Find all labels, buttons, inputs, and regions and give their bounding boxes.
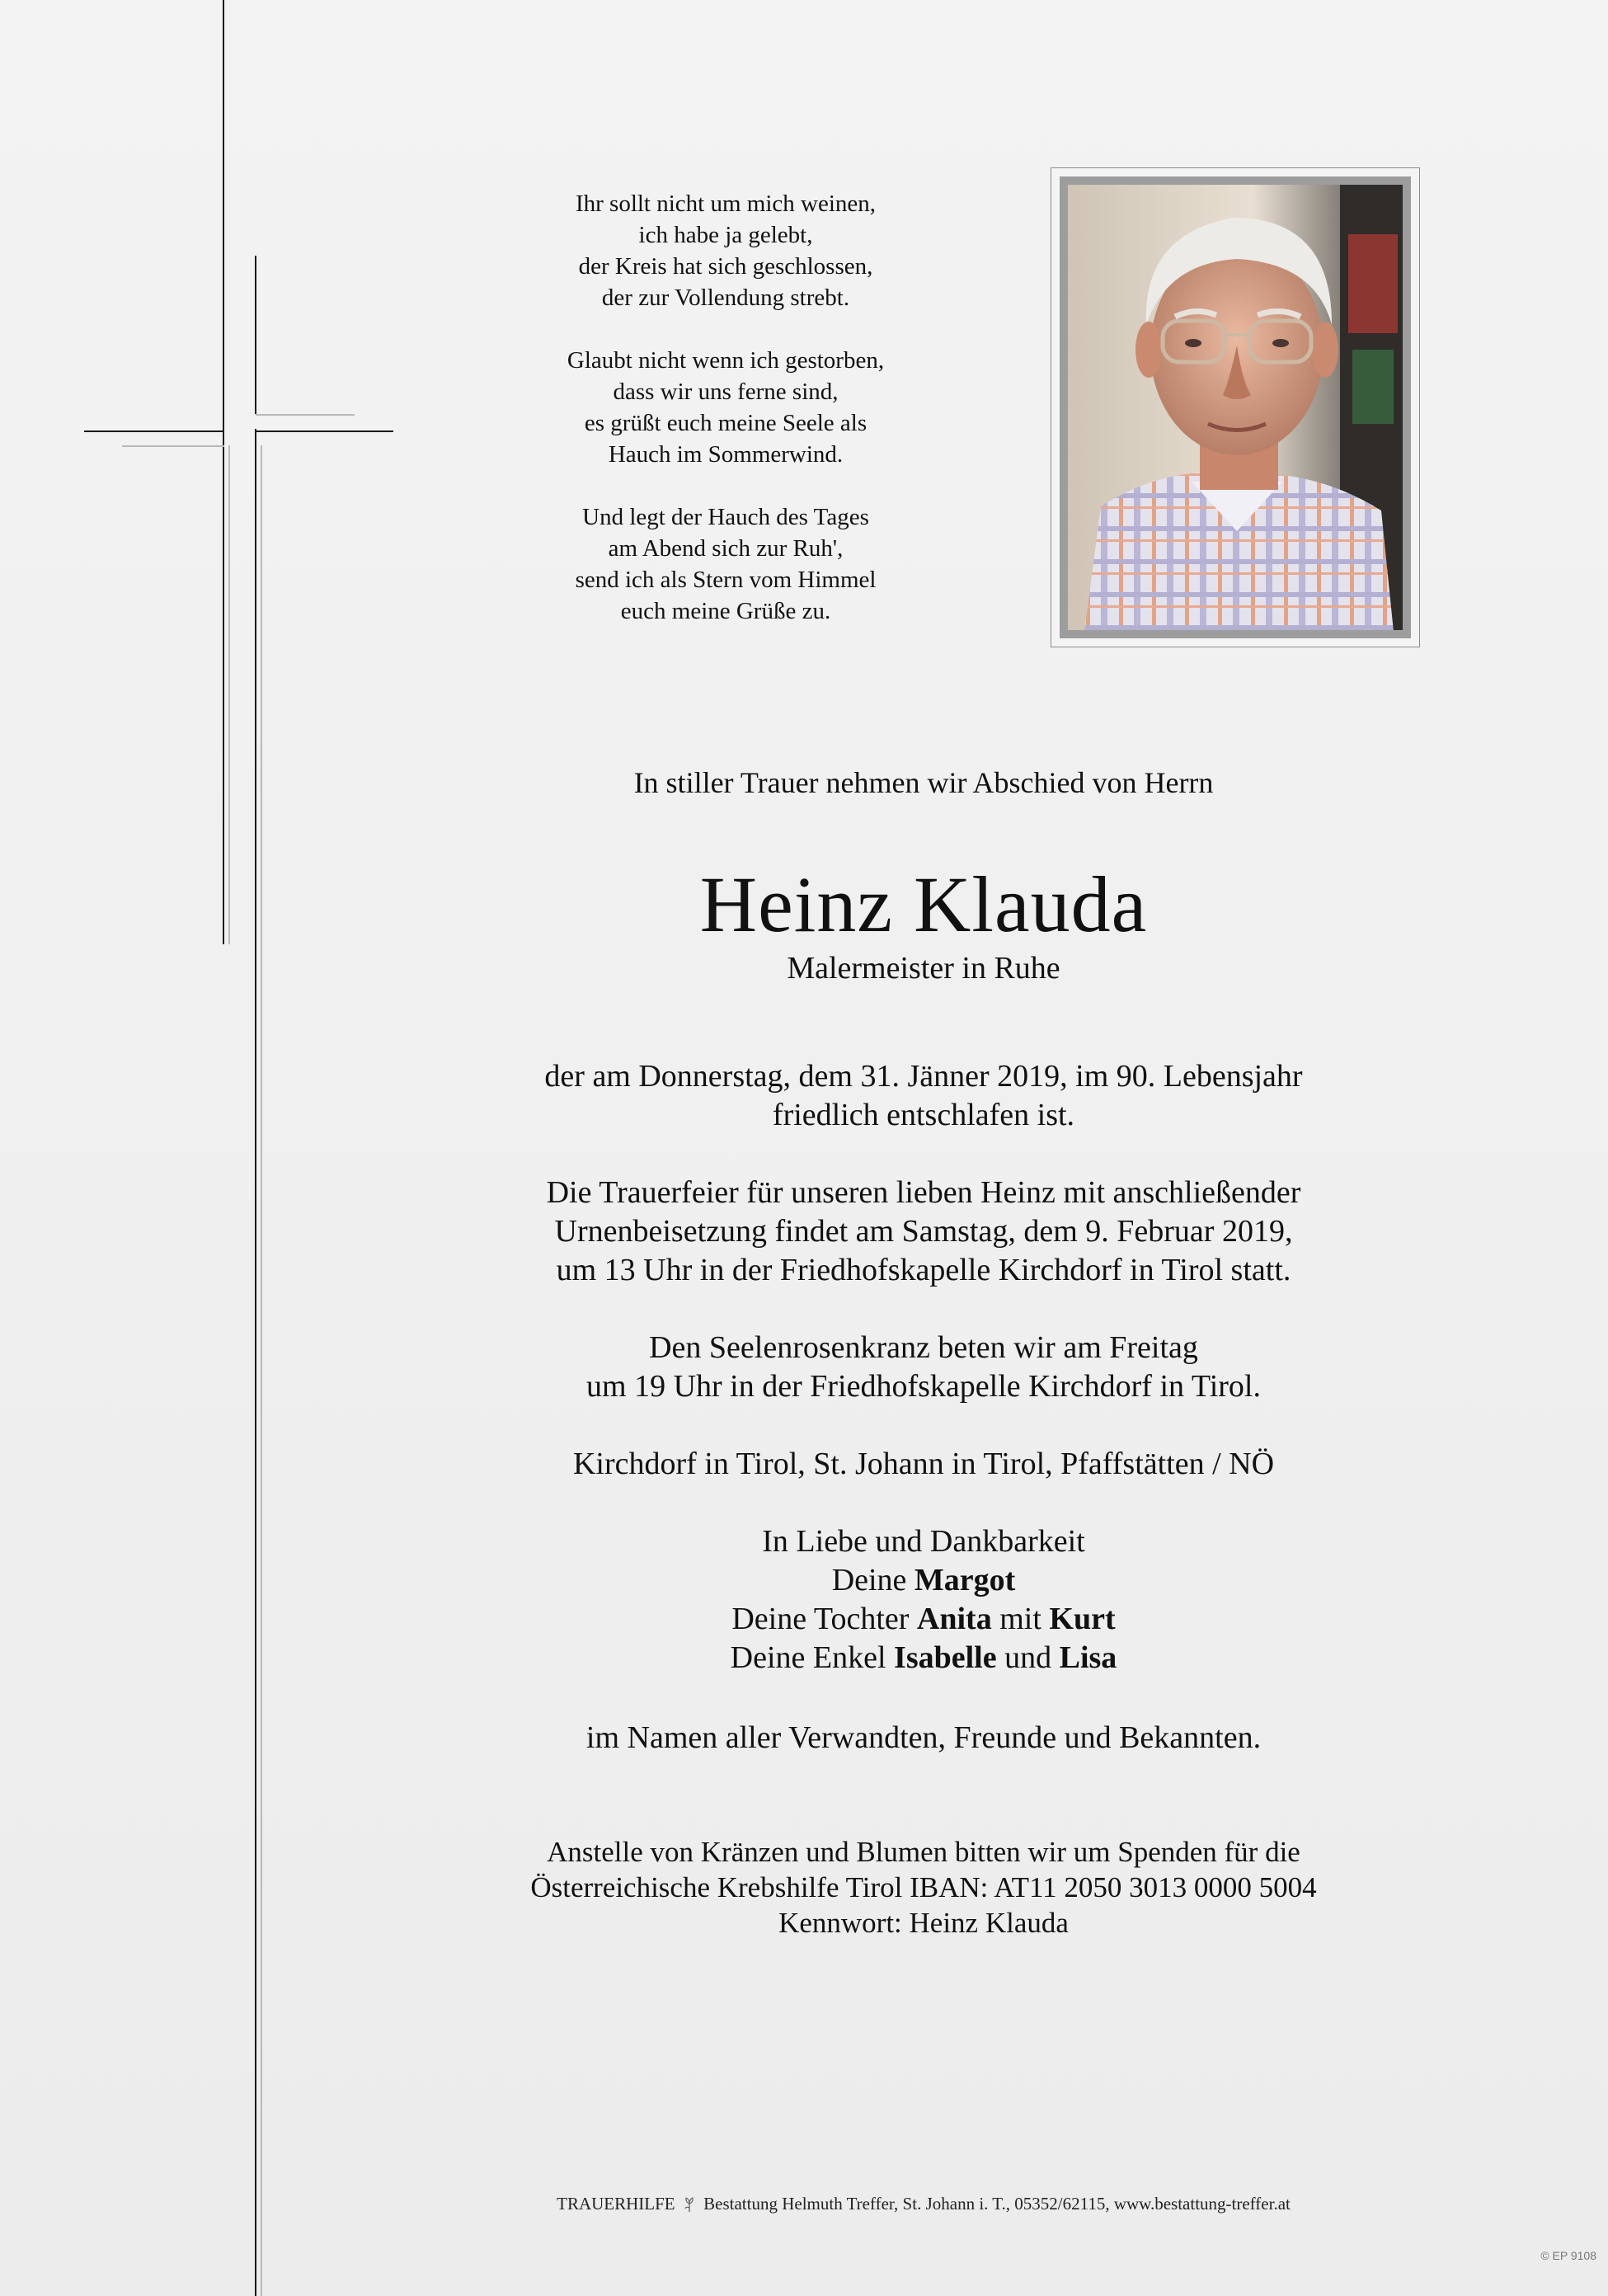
poem-line: es grüßt euch meine Seele als: [584, 410, 867, 436]
cross-vertical-upper-right: [255, 256, 256, 414]
donation-line: Anstelle von Kränzen und Blumen bitten wir um Spenden für die: [547, 1836, 1300, 1868]
paragraph-rosary: [355, 1329, 1493, 1406]
cross-arm-upper-right: [256, 414, 355, 416]
family-prefix: Deine Enkel: [730, 1640, 895, 1675]
cross-vertical-right: [255, 429, 256, 2296]
cross-arm-right: [255, 430, 393, 432]
family-name: Isabelle: [894, 1640, 997, 1675]
text-line: Die Trauerfeier für unseren lieben Heinz mit anschließender: [546, 1175, 1301, 1210]
poem-line: send ich als Stern vom Himmel: [575, 567, 877, 593]
donation-line: Kennwort: Heinz Klauda: [778, 1907, 1069, 1939]
poem-line: Glaubt nicht wenn ich gestorben,: [567, 347, 885, 374]
paragraph-places: [355, 1445, 1493, 1484]
family-name: Margot: [914, 1563, 1016, 1597]
deceased-name: Heinz Klauda: [699, 860, 1148, 948]
footer-text: Bestattung Helmuth Treffer, St. Johann i. T., 05352/62115, www.bestattung-treffer.at: [703, 2194, 1291, 2214]
cross-arm-left: [84, 430, 224, 432]
poem: [462, 188, 990, 627]
flower-logo-icon: [683, 2196, 696, 2213]
donation-line: Österreichische Krebshilfe Tirol IBAN: AT11 2050 3013 0000 5004: [530, 1871, 1317, 1903]
paragraph-funeral: [355, 1174, 1493, 1290]
footer: [355, 2194, 1493, 2214]
footer-brand: TRAUERHILFE: [557, 2194, 675, 2214]
family-line: [355, 1561, 1493, 1600]
portrait-mat: [1060, 176, 1411, 638]
text-line: der am Donnerstag, dem 31. Jänner 2019, im 90. Lebensjahr: [544, 1059, 1303, 1094]
cross-vertical-right-shadow: [261, 445, 262, 2296]
obituary-body: [355, 1057, 1493, 1677]
poem-line: euch meine Grüße zu.: [620, 598, 831, 624]
text-line: friedlich entschlafen ist.: [772, 1098, 1075, 1132]
family-name: Anita: [916, 1602, 992, 1636]
family-line: [355, 1639, 1493, 1677]
deceased-title: Malermeister in Ruhe: [787, 951, 1060, 986]
text-line: In Liebe und Dankbarkeit: [762, 1524, 1085, 1559]
family-prefix: Deine: [831, 1563, 914, 1597]
closing-text: im Namen aller Verwandten, Freunde und Bekannten.: [585, 1720, 1262, 1755]
text-line: Den Seelenrosenkranz beten wir am Freitag: [649, 1330, 1198, 1365]
text-line: Kirchdorf in Tirol, St. Johann in Tirol, Pfaffstätten / NÖ: [572, 1447, 1275, 1481]
cross-vertical-left: [223, 0, 224, 944]
text-line: um 13 Uhr in der Friedhofskapelle Kirchdorf in Tirol statt.: [556, 1253, 1291, 1287]
family-connector: und: [996, 1640, 1060, 1675]
poem-line: am Abend sich zur Ruh',: [608, 535, 844, 562]
poem-stanza: [462, 501, 990, 627]
portrait-photo: [1068, 185, 1403, 630]
portrait-illustration: [1068, 185, 1403, 630]
poem-line: dass wir uns ferne sind,: [613, 379, 839, 405]
poem-line: Ihr sollt nicht um mich weinen,: [575, 191, 877, 217]
family-list: [355, 1561, 1493, 1677]
cross-vertical-left-shadow: [228, 445, 230, 944]
portrait-frame: [1051, 167, 1420, 647]
print-code: © EP 9108: [1540, 2249, 1596, 2262]
poem-line: Und legt der Hauch des Tages: [582, 504, 869, 530]
family-name: Kurt: [1049, 1602, 1116, 1636]
intro-text: In stiller Trauer nehmen wir Abschied von Herrn: [633, 766, 1214, 799]
family-line: [355, 1600, 1493, 1639]
poem-line: der Kreis hat sich geschlossen,: [578, 253, 873, 280]
family-name: Lisa: [1059, 1640, 1117, 1675]
poem-line: ich habe ja gelebt,: [638, 222, 813, 248]
family-prefix: Deine Tochter: [731, 1602, 917, 1636]
family-connector: mit: [991, 1602, 1050, 1636]
poem-stanza: [462, 188, 990, 313]
poem-line: Hauch im Sommerwind.: [608, 441, 844, 468]
text-line: Urnenbeisetzung findet am Samstag, dem 9. Februar 2019,: [554, 1214, 1293, 1249]
cross-arm-left-shadow: [122, 445, 224, 447]
poem-stanza: [462, 345, 990, 470]
text-line: um 19 Uhr in der Friedhofskapelle Kirchdorf in Tirol.: [586, 1369, 1261, 1404]
paragraph-love: [355, 1522, 1493, 1561]
paragraph-death: [355, 1057, 1493, 1135]
donation-note: [355, 1834, 1493, 1941]
poem-line: der zur Vollendung strebt.: [601, 285, 850, 311]
